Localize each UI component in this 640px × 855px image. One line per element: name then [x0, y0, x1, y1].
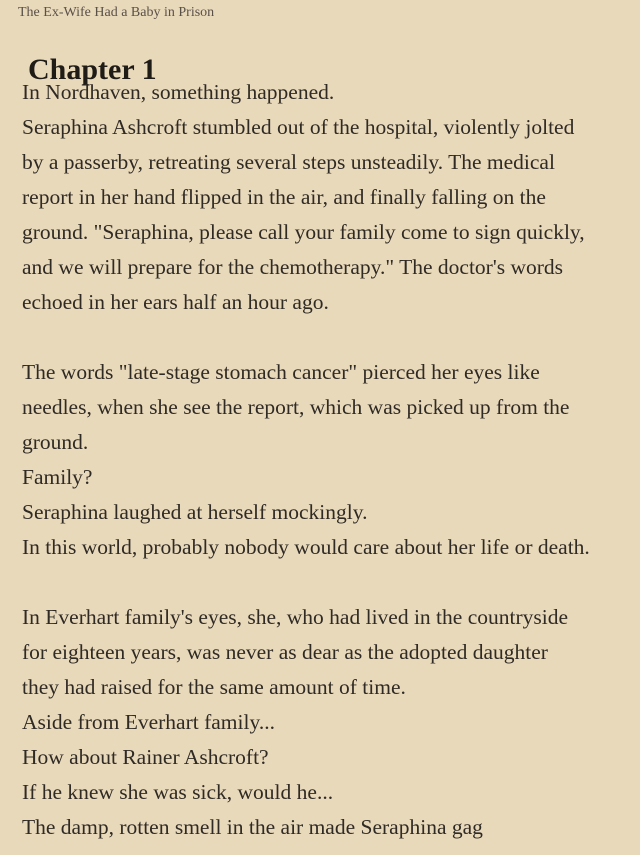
paragraph-gap [22, 320, 636, 355]
text-line: Seraphina Ashcroft stumbled out of the hospital, violently jolted [22, 115, 575, 139]
text-line: In Nordhaven, something happened. [22, 80, 335, 104]
text-line: ground. "Seraphina, please call your family come to sign quickly, [22, 220, 585, 244]
chapter-title: Chapter 1 [28, 53, 157, 87]
text-line: and we will prepare for the chemotherapy." The doctor's words [22, 255, 564, 279]
text-line: Family? [22, 465, 93, 489]
text-line: ground. [22, 430, 89, 454]
text-line: The words "late-stage stomach cancer" pierced her eyes like [22, 360, 540, 384]
text-line: needles, when she see the report, which was picked up from the [22, 395, 570, 419]
book-title: The Ex-Wife Had a Baby in Prison [18, 5, 215, 20]
text-line: for eighteen years, was never as dear as the adopted daughter [22, 640, 548, 664]
text-line: by a passerby, retreating several steps unsteadily. The medical [22, 150, 555, 174]
paragraph-gap [22, 565, 636, 600]
chapter-text [22, 75, 636, 845]
text-line: How about Rainer Ashcroft? [22, 745, 269, 769]
text-line: echoed in her ears half an hour ago. [22, 290, 329, 314]
text-line: report in her hand flipped in the air, and finally falling on the [22, 185, 546, 209]
text-line: they had raised for the same amount of time. [22, 675, 406, 699]
text-line: Aside from Everhart family... [22, 710, 275, 734]
text-line: In this world, probably nobody would care about her life or death. [22, 535, 590, 559]
text-line: Seraphina laughed at herself mockingly. [22, 500, 368, 524]
text-line: In Everhart family's eyes, she, who had lived in the countryside [22, 605, 569, 629]
text-line: The damp, rotten smell in the air made Seraphina gag [22, 815, 483, 839]
text-line: If he knew she was sick, would he... [22, 780, 334, 804]
